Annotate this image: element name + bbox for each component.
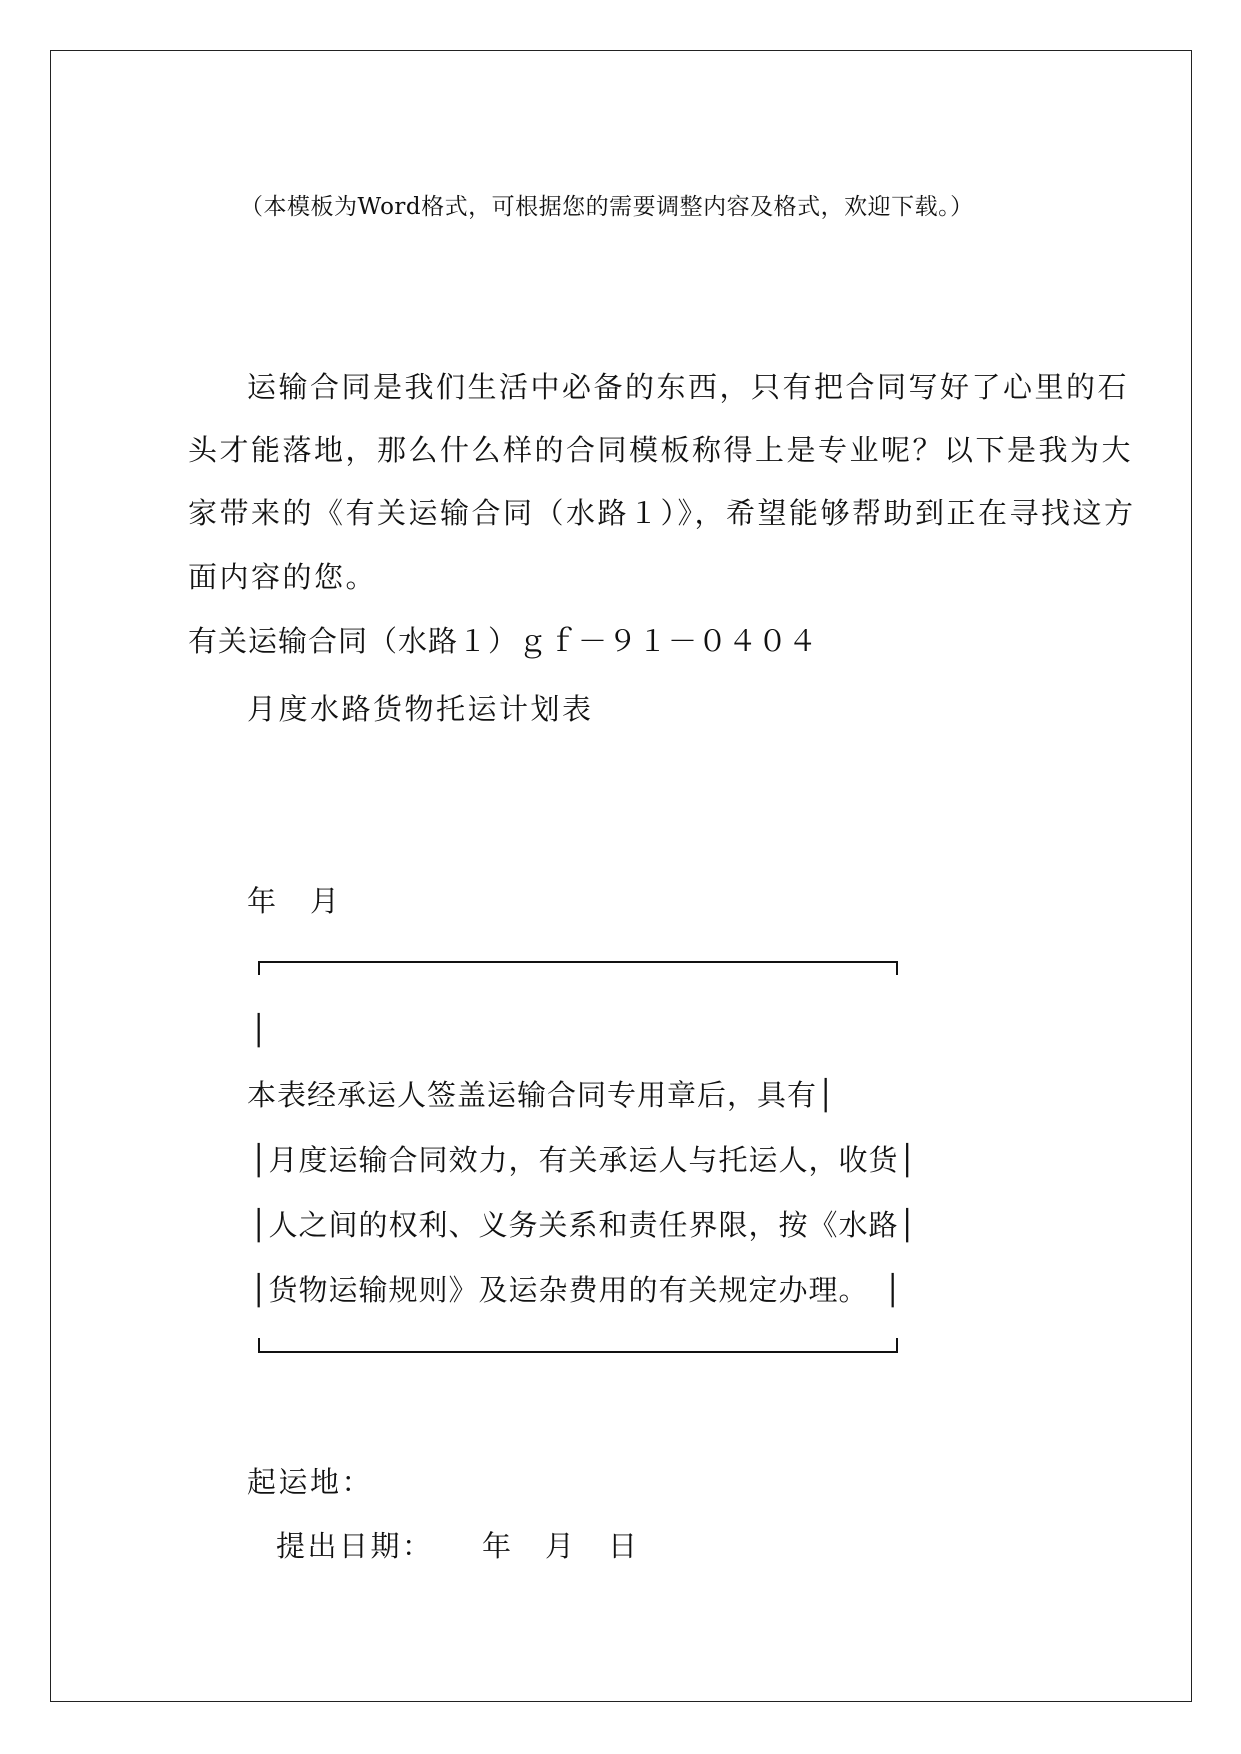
intro-line-3: 家带来的《有关运输合同（水路１）》，希望能够帮助到正在寻找这方 [188, 496, 1136, 530]
box-top-right-corner [896, 961, 898, 975]
submit-date-line: 提出日期： 年 月 日 [276, 1529, 640, 1563]
box-bottom-right-corner [896, 1338, 898, 1352]
box-bottom-line [258, 1351, 898, 1353]
box-bottom-left-corner [258, 1338, 260, 1352]
box-top-line [258, 961, 898, 963]
year-month-line: 年 月 [247, 884, 342, 918]
template-note: （本模板为Word格式，可根据您的需要调整内容及格式，欢迎下载。） [240, 194, 974, 220]
page-frame [50, 50, 1192, 1702]
plan-title: 月度水路货物托运计划表 [247, 692, 594, 726]
box-top-left-corner [258, 961, 260, 975]
origin-label: 起运地： [247, 1465, 374, 1499]
box-row-4: │货物运输规则》及运杂费用的有关规定办理。 │ [250, 1273, 903, 1307]
box-row-2: │月度运输合同效力，有关承运人与托运人，收货│ [250, 1143, 917, 1177]
box-blank-row: │ [250, 1013, 269, 1047]
intro-line-2: 头才能落地，那么什么样的合同模板称得上是专业呢？以下是我为大 [188, 433, 1134, 467]
box-row-1: 本表经承运人签盖运输合同专用章后，具有│ [247, 1078, 836, 1112]
contract-code: 有关运输合同（水路１）ｇｆ－９１－０４０４ [188, 624, 819, 658]
intro-line-1: 运输合同是我们生活中必备的东西，只有把合同写好了心里的石 [247, 370, 1130, 404]
intro-line-4: 面内容的您。 [188, 560, 378, 594]
box-row-3: │人之间的权利、义务关系和责任界限，按《水路│ [250, 1208, 917, 1242]
